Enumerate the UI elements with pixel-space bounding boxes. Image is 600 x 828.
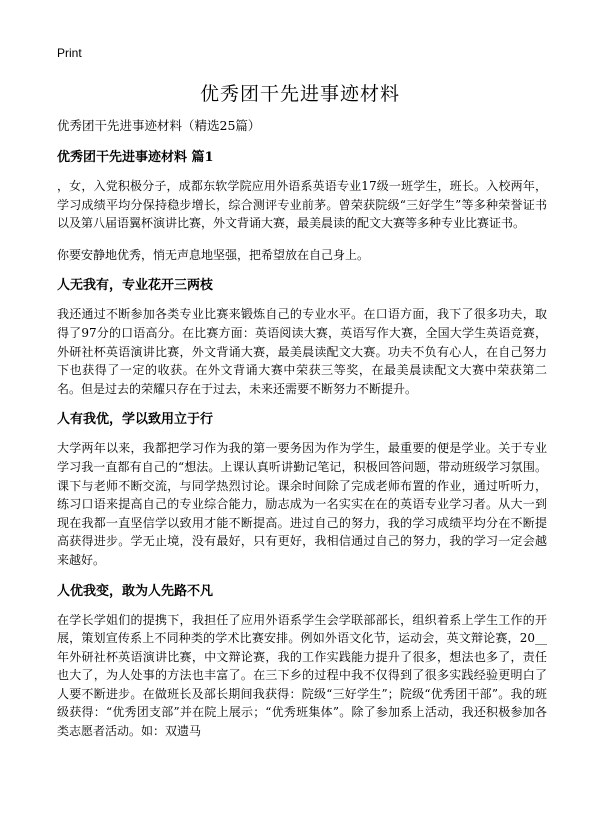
section-heading-2: 人有我优，学以致用立于行 [57,412,214,428]
intro-paragraph: ，女，入党积极分子，成都东软学院应用外语系英语专业17级一班学生，班长。入校两年，学习成绩平均分保持稳步增长，综合测评专业前茅。曾荣获院级“三好学生”等多种荣誉证书以及第八届语翼杯演讲比赛，外文背诵大赛，最美晨读的配文大赛等多种专业比赛证书。 [57,179,547,231]
article-body [57,117,547,754]
section-heading-1: 人无我有，专业花开三两枝 [57,278,214,294]
section-paragraph-1: 我还通过不断参加各类专业比赛来锻炼自己的专业水平。在口语方面，我下了很多功夫，取得了97分的口语高分。在比赛方面：英语阅读大赛，英语写作大赛，全国大学生英语竞赛，外研社杯英语演讲比赛，外文背诵大赛，最美晨读配文大赛。功夫不负有心人，在自己努力下也获得了一定的收获。在外文背诵大赛中荣获三等奖，在最美晨读配文大赛中荣获第二名。但是过去的荣耀只存在于过去，未来还需要不断努力不断提升。 [57,307,547,396]
motto-paragraph: 你要安静地优秀，悄无声息地坚强，把希望放在自己身上。 [57,247,370,262]
section-paragraph-3: 在学长学姐们的提携下，我担任了应用外语系学生会学联部部长，组织着系上学生工作的开展，策划宣传系上不同种类的学术比赛安排。例如外语文化节，运动会，英文辩论赛，20__年外研社杯英语演讲比赛，中文辩论赛，我的工作实践能力提升了很多，想法也多了，责任也大了，为人处事的方法也丰富了。在三下乡的过程中我不仅得到了很多实践经验更明白了人要不断进步。在做班长及部长期间我获得：院级“三好学生”；院级“优秀团干部”。我的班级获得：“优秀团支部”并在院上展示；“优秀班集体”。除了参加系上活动，我还积极参加各类志愿者活动。如：双遗马 [57,612,547,739]
section-paragraph-2: 大学两年以来，我都把学习作为我的第一要务因为作为学生，最重要的便是学业。关于专业学习我一直都有自己的“想法。上课认真听讲勤记笔记，积极回答问题，带动班级学习氛围。课下与老师不断交流，与同学热烈讨论。课余时间除了完成老师布置的作业，通过听听力，练习口语来提高自己的专业综合能力，励志成为一名实实在在的英语专业学习者。从大一到现在我都一直坚信学以致用才能不断提高。进过自己的努力，我的学习成绩平均分在不断提高获得进步。学无止境，没有最好，只有更好，我相信通过自己的努力，我的学习一定会越来越好。 [57,441,547,567]
article-subtitle: 优秀团干先进事迹材料（精选25篇） [57,118,261,133]
page-title: 优秀团干先进事迹材料 [199,83,400,105]
section-heading-3: 人优我变，敢为人先路不凡 [57,583,214,599]
article-heading: 优秀团干先进事迹材料 篇1 [57,150,214,165]
print-link[interactable]: Print [57,46,82,60]
